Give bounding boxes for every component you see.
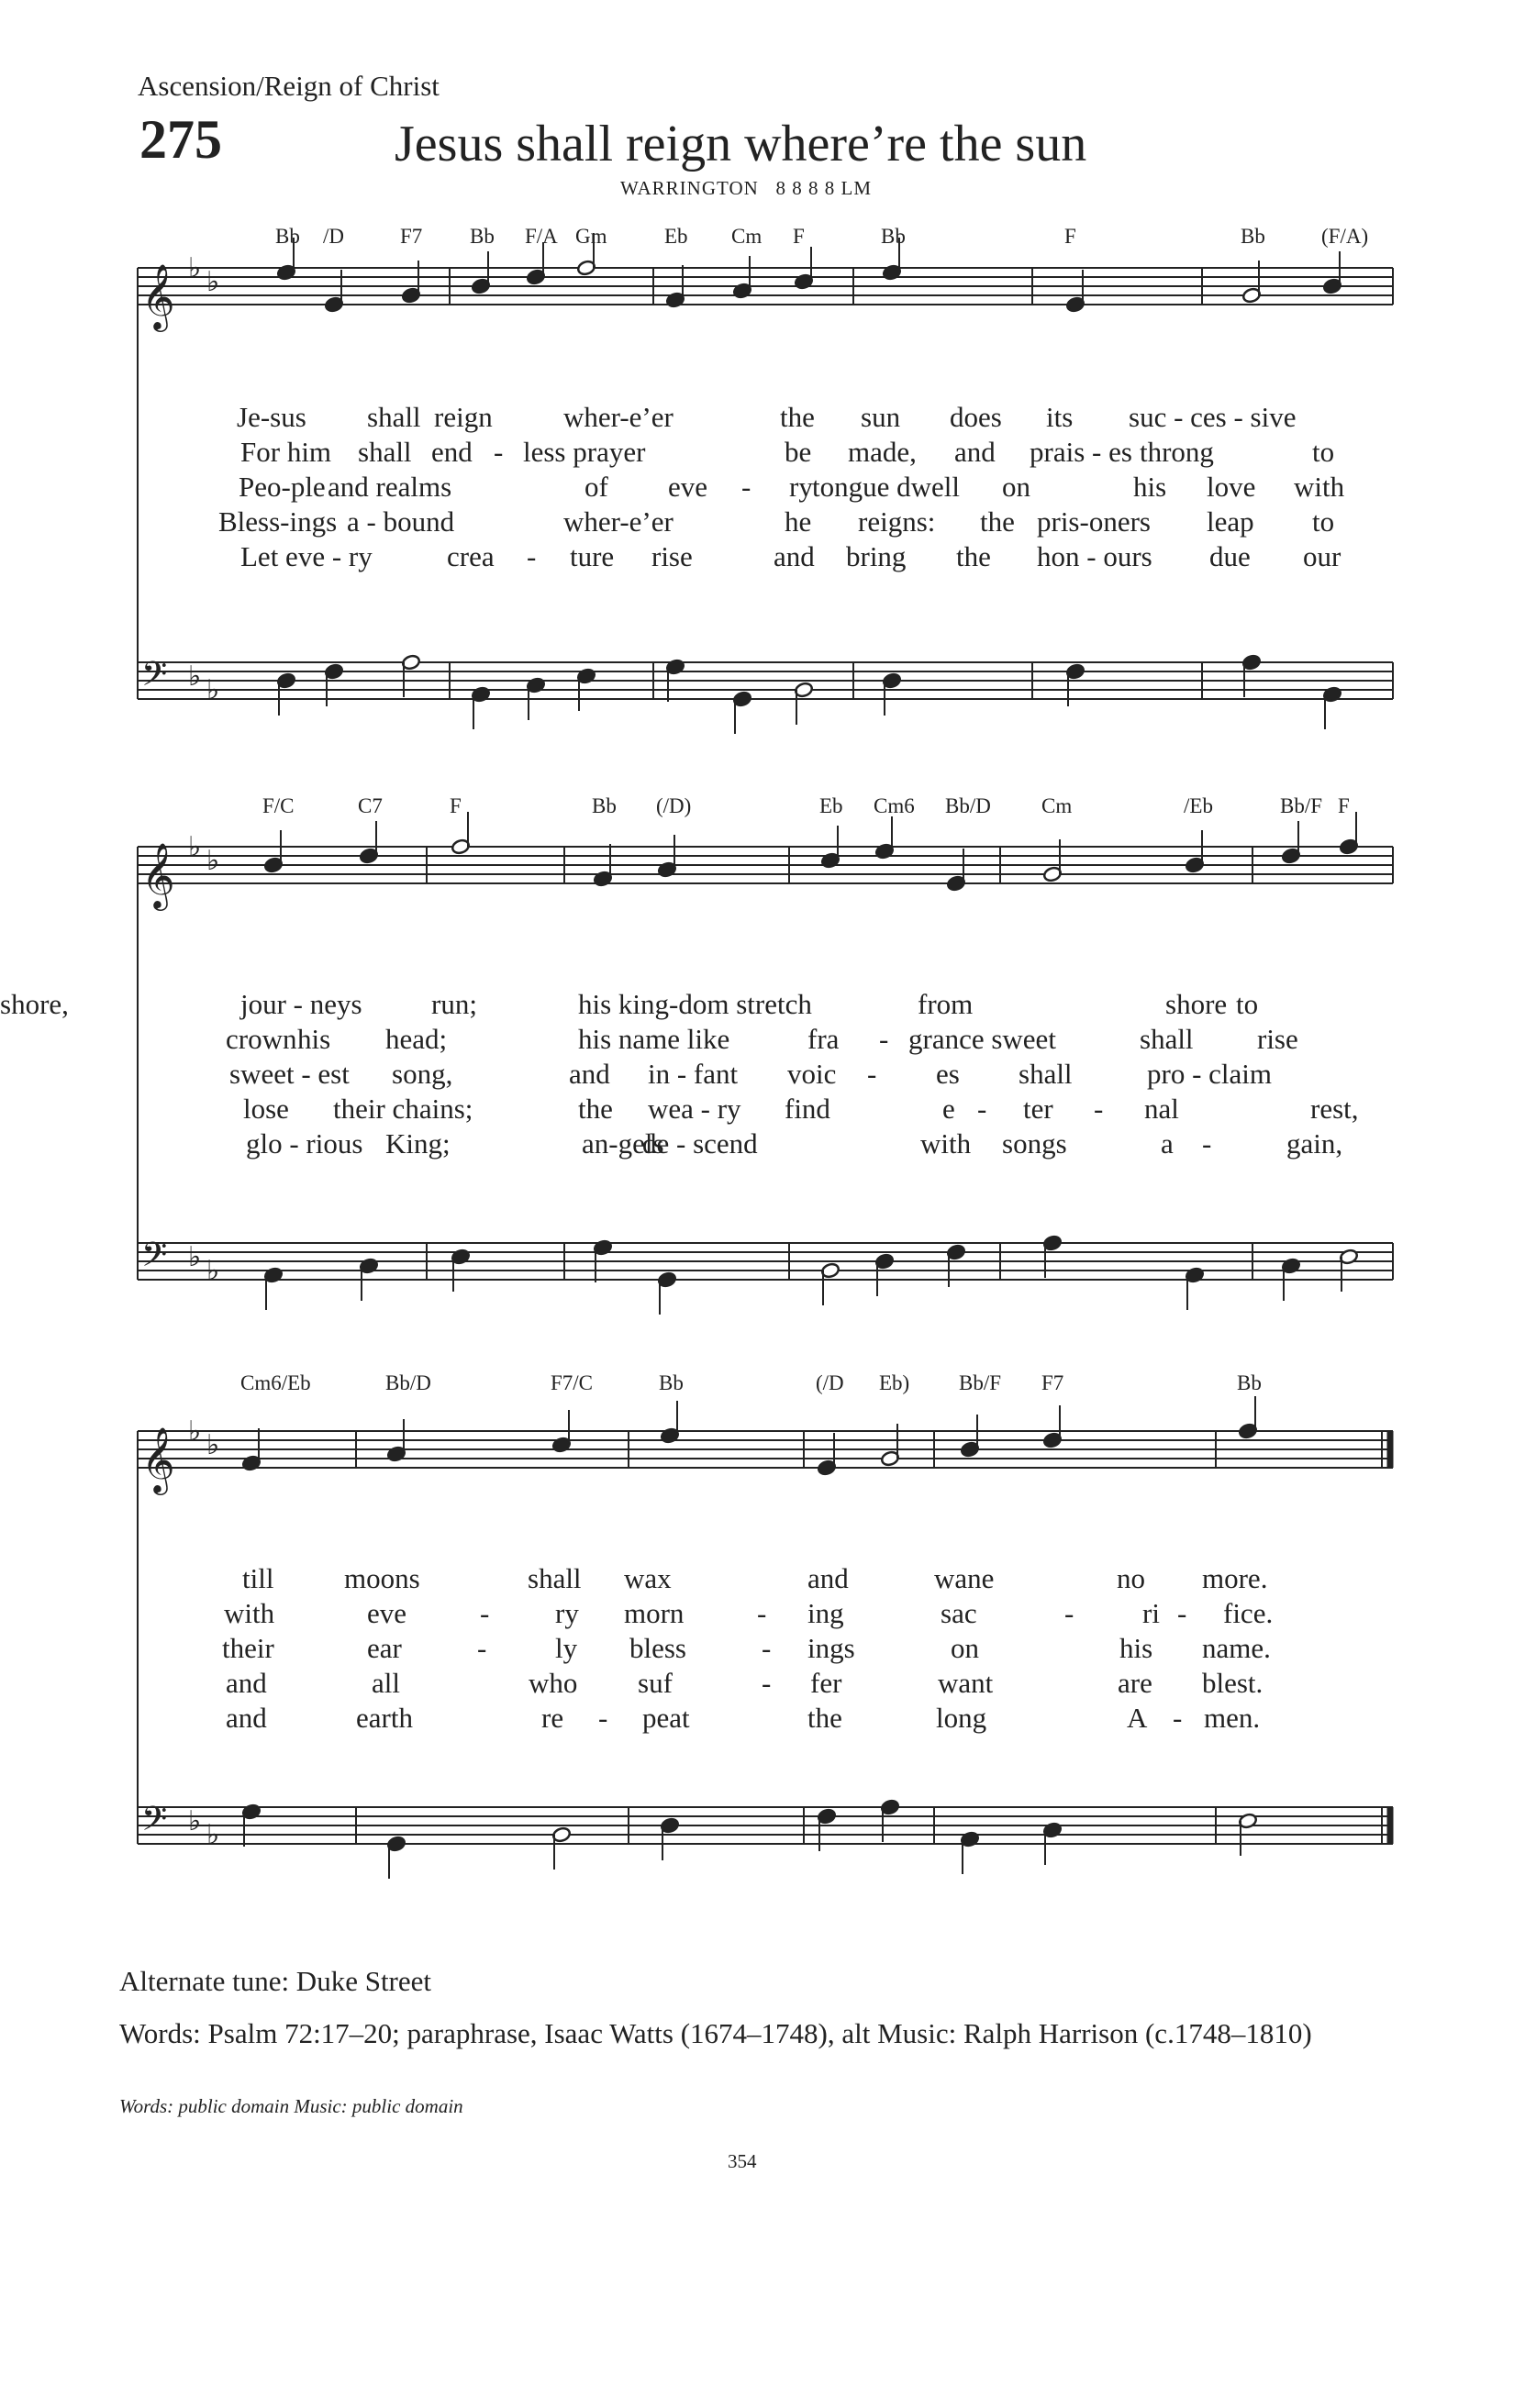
lyric-syllable: Bless-ings — [218, 505, 338, 538]
lyric-syllable: Peo-ple — [239, 471, 326, 503]
chord-symbol: Bb — [275, 225, 300, 248]
lyric-syllable: - — [1094, 1093, 1104, 1125]
lyric-syllable: ry — [789, 471, 813, 503]
bass-staff — [138, 1801, 1393, 1851]
lyric-syllable: to — [1312, 436, 1335, 468]
lyric-syllable: his king-dom stretch — [578, 988, 812, 1020]
treble-staff — [138, 1415, 1393, 1495]
lyric-syllable: King; — [385, 1127, 451, 1160]
lyric-syllable: es — [936, 1058, 960, 1090]
key-flat-icon: ♭ — [188, 1415, 202, 1448]
chord-symbol: F — [1338, 794, 1350, 817]
lyric-syllable: rise — [1257, 1023, 1298, 1055]
key-flat-icon: ♭ — [206, 845, 220, 877]
lyric-syllable: - — [1177, 1597, 1187, 1629]
lyric-syllable: the — [807, 1702, 842, 1734]
chord-symbol: Cm6/Eb — [240, 1371, 311, 1394]
lyric-syllable: sac — [941, 1597, 977, 1629]
chord-symbol: Cm — [731, 225, 763, 248]
lyric-syllable: shore, — [0, 988, 69, 1020]
lyric-syllable: - — [494, 436, 504, 468]
lyric-syllable: ter — [1023, 1093, 1053, 1125]
lyric-syllable: rise — [651, 540, 693, 572]
lyric-syllable: and — [774, 540, 815, 572]
tune-name: WARRINGTON — [620, 177, 759, 199]
lyric-syllable: to — [1312, 505, 1335, 538]
key-flat-icon: ♭ — [188, 1805, 202, 1837]
lyric-syllable: re — [541, 1702, 564, 1734]
lyric-syllable: more. — [1202, 1562, 1268, 1594]
chord-symbol: (F/A) — [1321, 225, 1369, 248]
lyric-syllable: its — [1046, 401, 1074, 433]
lyric-syllable: - — [1202, 1127, 1212, 1160]
lyric-syllable: gain, — [1286, 1127, 1343, 1160]
lyric-syllable: his — [1133, 471, 1167, 503]
lyric-syllable: - — [867, 1058, 877, 1090]
lyric-syllable: less prayer — [523, 436, 646, 468]
chord-symbol: Bb/D — [945, 794, 991, 817]
hymn-category: Ascension/Reign of Christ — [138, 70, 440, 102]
lyric-syllable: find — [785, 1093, 830, 1125]
chord-symbol: Bb — [470, 225, 495, 248]
chord-symbol: F/C — [262, 794, 295, 817]
bass-clef-icon: 𝄢 — [141, 1237, 168, 1282]
lyric-syllable: - — [977, 1093, 987, 1125]
lyric-syllable: want — [938, 1667, 994, 1699]
lyric-syllable: our — [1303, 540, 1341, 572]
lyric-syllable: and — [226, 1667, 267, 1699]
alternate-tune: Alternate tune: Duke Street — [119, 1965, 432, 1997]
lyric-syllable: and realms — [328, 471, 452, 503]
chord-symbol: F7 — [400, 225, 423, 248]
lyric-syllable: grance sweet — [908, 1023, 1056, 1055]
lyric-syllable: fer — [810, 1667, 842, 1699]
key-flat-icon: ♭ — [206, 1429, 220, 1461]
lyric-syllable: ture — [570, 540, 615, 572]
lyric-syllable: shall — [528, 1562, 582, 1594]
lyric-syllable: wax — [624, 1562, 672, 1594]
chord-symbol: F7/C — [551, 1371, 594, 1394]
lyric-syllable: eve — [668, 471, 708, 503]
lyric-syllable: lose — [243, 1093, 289, 1125]
tune-meter: 8 8 8 8 LM — [775, 177, 873, 199]
lyric-syllable: A — [1127, 1702, 1148, 1734]
lyric-syllable: a — [1161, 1127, 1174, 1160]
key-flat-icon: ♭ — [206, 674, 220, 706]
chord-symbol: C7 — [358, 794, 383, 817]
treble-clef-icon: 𝄞 — [141, 1429, 175, 1492]
lyric-syllable: and — [954, 436, 996, 468]
lyric-syllable: reign — [434, 401, 493, 433]
lyric-syllable: - — [741, 471, 751, 503]
lyric-syllable: and — [569, 1058, 610, 1090]
lyric-syllable: Je-sus — [237, 401, 306, 433]
chord-symbol: Gm — [575, 225, 607, 248]
lyric-syllable: ing — [807, 1597, 844, 1629]
lyric-syllable: crown — [226, 1023, 297, 1055]
lyric-syllable: jour - neys — [240, 988, 362, 1020]
lyric-syllable: men. — [1204, 1702, 1261, 1734]
lyric-syllable: with — [920, 1127, 972, 1160]
key-flat-icon: ♭ — [188, 831, 202, 863]
lyric-syllable: on — [1002, 471, 1030, 503]
lyric-syllable: wher-e’er — [563, 505, 674, 538]
key-flat-icon: ♭ — [206, 1255, 220, 1287]
chord-symbol: (/D — [816, 1371, 844, 1394]
treble-clef-icon: 𝄞 — [141, 266, 175, 328]
lyric-syllable: made, — [848, 436, 917, 468]
lyric-syllable: he — [785, 505, 812, 538]
lyric-syllable: reigns: — [858, 505, 936, 538]
lyric-syllable: sweet - est — [229, 1058, 350, 1090]
lyric-syllable: the — [980, 505, 1015, 538]
chord-symbol: Bb — [659, 1371, 684, 1394]
lyric-syllable: Let eve - ry — [240, 540, 373, 572]
lyric-syllable: long — [936, 1702, 987, 1734]
chord-symbol: F — [793, 225, 805, 248]
lyric-syllable: be — [785, 436, 812, 468]
lyric-syllable: ri — [1142, 1597, 1160, 1629]
key-flat-icon: ♭ — [206, 266, 220, 298]
lyric-syllable: are — [1118, 1667, 1152, 1699]
lyric-syllable: till — [242, 1562, 274, 1594]
lyric-syllable: - — [1173, 1702, 1183, 1734]
chord-symbol: /D — [323, 225, 344, 248]
lyric-syllable: the — [780, 401, 815, 433]
lyric-syllable: of — [584, 471, 608, 503]
lyric-syllable: de - scend — [642, 1127, 758, 1160]
lyric-syllable: run; — [431, 988, 477, 1020]
lyric-syllable: his — [1119, 1632, 1153, 1664]
lyric-syllable: and — [226, 1702, 267, 1734]
lyric-syllable: love — [1207, 471, 1256, 503]
chord-symbol: Cm6 — [874, 794, 915, 817]
chord-symbol: Bb/F — [959, 1371, 1002, 1394]
lyric-syllable: no — [1117, 1562, 1145, 1594]
lyric-syllable: earth — [356, 1702, 413, 1734]
lyric-syllable: the — [578, 1093, 613, 1125]
lyric-syllable: e — [942, 1093, 955, 1125]
lyric-syllable: fra — [807, 1023, 840, 1055]
chord-symbol: Eb — [819, 794, 843, 817]
lyric-syllable: bring — [846, 540, 907, 572]
lyric-syllable: who — [529, 1667, 578, 1699]
lyric-syllable: wane — [934, 1562, 995, 1594]
lyric-syllable: - — [480, 1597, 490, 1629]
chord-symbol: F — [450, 794, 462, 817]
lyric-syllable: blest. — [1202, 1667, 1264, 1699]
lyric-syllable: in - fant — [648, 1058, 739, 1090]
key-flat-icon: ♭ — [188, 252, 202, 284]
lyric-syllable: due — [1209, 540, 1251, 572]
lyric-syllable: ry — [555, 1597, 579, 1629]
lyric-syllable: from — [918, 988, 974, 1020]
lyric-syllable: shore — [1165, 988, 1228, 1020]
lyric-syllable: - — [762, 1632, 772, 1664]
lyric-syllable: - — [762, 1667, 772, 1699]
lyric-syllable: with — [224, 1597, 275, 1629]
chord-symbol: Cm — [1041, 794, 1073, 817]
lyric-syllable: - — [527, 540, 537, 572]
chord-symbol: Bb — [1237, 1371, 1262, 1394]
lyric-syllable: crea — [447, 540, 495, 572]
lyric-syllable: - — [879, 1023, 889, 1055]
note-group — [241, 1396, 1257, 1476]
bass-clef-icon: 𝄢 — [141, 1801, 168, 1846]
key-flat-icon: ♭ — [188, 1241, 202, 1273]
lyric-syllable: his — [297, 1023, 331, 1055]
lyric-syllable: does — [950, 401, 1002, 433]
lyric-syllable: shall — [1019, 1058, 1073, 1090]
lyric-syllable: suc - ces - sive — [1129, 401, 1297, 433]
lyric-syllable: their chains; — [333, 1093, 473, 1125]
lyric-syllable: an-gels — [582, 1127, 664, 1160]
lyric-syllable: - — [757, 1597, 767, 1629]
lyric-syllable: morn — [624, 1597, 685, 1629]
key-flat-icon: ♭ — [206, 1819, 220, 1851]
lyric-syllable: with — [1294, 471, 1345, 503]
lyric-syllable: hon - ours — [1037, 540, 1152, 572]
lyric-syllable: end — [431, 436, 473, 468]
hymn-number: 275 — [139, 109, 222, 170]
chord-symbol: Bb — [881, 225, 906, 248]
lyric-syllable: eve — [367, 1597, 407, 1629]
lyric-syllable: name. — [1202, 1632, 1271, 1664]
treble-clef-icon: 𝄞 — [141, 845, 175, 907]
lyric-syllable: shall — [367, 401, 421, 433]
chord-symbol: (/D) — [656, 794, 692, 817]
lyric-syllable: ings — [807, 1632, 855, 1664]
hymn-title: Jesus shall reign where’re the sun — [395, 116, 1087, 172]
chord-symbol: Bb/F — [1280, 794, 1323, 817]
lyric-syllable: head; — [385, 1023, 448, 1055]
lyric-syllable: shall — [1140, 1023, 1194, 1055]
lyric-syllable: tongue dwell — [812, 471, 960, 503]
chord-symbol: Eb — [664, 225, 688, 248]
lyric-syllable: glo - rious — [246, 1127, 363, 1160]
lyric-syllable: sun — [861, 401, 901, 433]
chord-symbol: Bb/D — [385, 1371, 431, 1394]
chord-symbol: Bb — [592, 794, 617, 817]
lyric-syllable: on — [951, 1632, 979, 1664]
lyric-syllable: throng — [1140, 436, 1214, 468]
page-number: 354 — [728, 2150, 757, 2172]
chord-symbol: F7 — [1041, 1371, 1064, 1394]
lyric-syllable: - — [598, 1702, 608, 1734]
lyric-syllable: their — [222, 1632, 274, 1664]
lyric-syllable: pro - claim — [1147, 1058, 1273, 1090]
lyric-syllable: nal — [1144, 1093, 1179, 1125]
lyric-syllable: the — [956, 540, 991, 572]
lyric-syllable: song, — [392, 1058, 453, 1090]
lyric-syllable: pris-oners — [1037, 505, 1151, 538]
lyric-syllable: fice. — [1223, 1597, 1274, 1629]
lyric-syllable: leap — [1207, 505, 1254, 538]
lyric-syllable: bless — [629, 1632, 686, 1664]
lyric-syllable: to — [1236, 988, 1259, 1020]
lyric-syllable: ly — [555, 1632, 578, 1664]
lyric-syllable: peat — [642, 1702, 690, 1734]
chord-symbol: Eb) — [879, 1371, 910, 1394]
credits: Words: Psalm 72:17–20; paraphrase, Isaac Watts (1674–1748), alt Music: Ralph Harrison (c.1748–1810) — [119, 2017, 1312, 2049]
lyric-syllable: wea - ry — [648, 1093, 741, 1125]
lyric-syllable: moons — [344, 1562, 420, 1594]
lyric-syllable: rest, — [1310, 1093, 1359, 1125]
rights-notice: Words: public domain Music: public domain — [119, 2095, 463, 2117]
bass-clef-icon: 𝄢 — [141, 656, 168, 701]
chord-symbol: F — [1064, 225, 1076, 248]
key-flat-icon: ♭ — [188, 660, 202, 693]
lyric-syllable: voic — [787, 1058, 837, 1090]
lyric-syllable: wher-e’er — [563, 401, 674, 433]
lyric-syllable: a - bound — [347, 505, 455, 538]
lyric-syllable: shall — [358, 436, 412, 468]
lyric-syllable: suf — [638, 1667, 673, 1699]
chord-symbol: /Eb — [1184, 794, 1213, 817]
lyric-syllable: - — [477, 1632, 487, 1664]
lyric-syllable: songs — [1002, 1127, 1067, 1160]
lyric-syllable: prais - es — [1030, 436, 1132, 468]
lyric-syllable: his name like — [578, 1023, 730, 1055]
lyric-syllable: ear — [367, 1632, 402, 1664]
chord-symbol: F/A — [525, 225, 558, 248]
lyric-syllable: - — [1064, 1597, 1074, 1629]
lyric-syllable: For him — [240, 436, 332, 468]
note-group — [241, 1799, 1257, 1879]
lyric-syllable: all — [372, 1667, 400, 1699]
lyric-syllable: and — [807, 1562, 849, 1594]
chord-symbol: Bb — [1241, 225, 1265, 248]
